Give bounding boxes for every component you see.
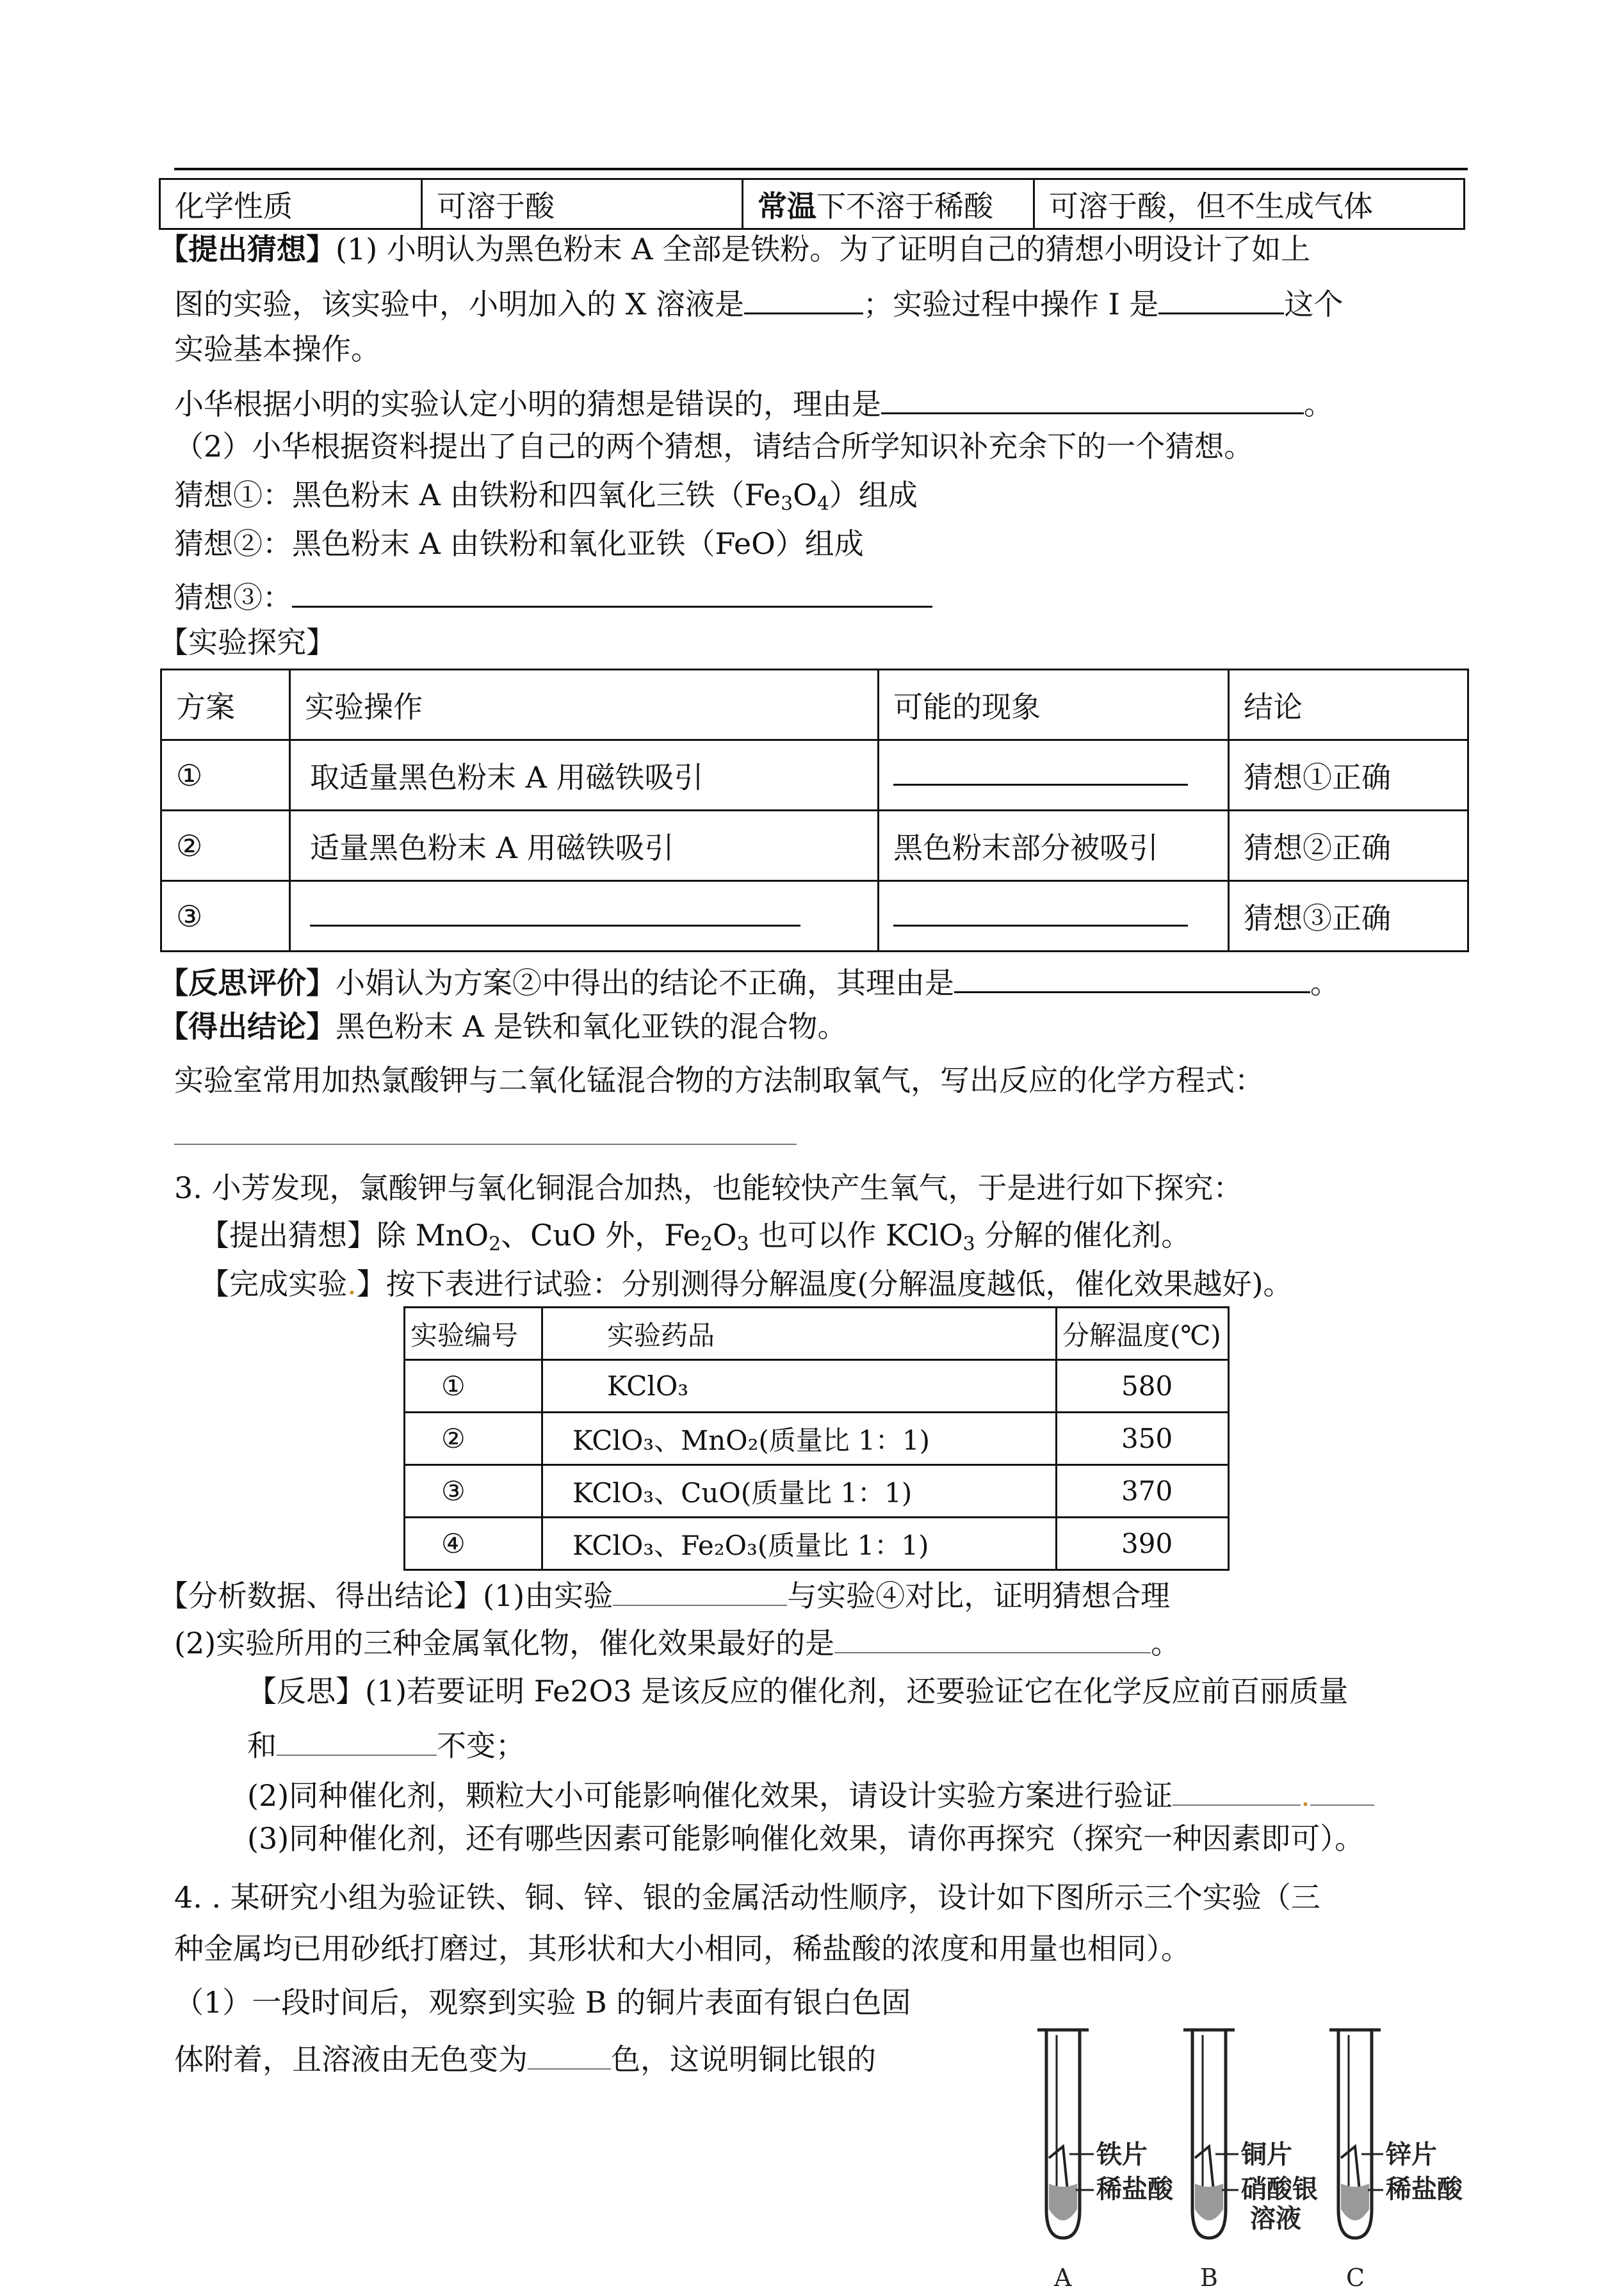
table-cell: 黑色粉末部分被吸引 [879,811,1229,881]
text: (1) 小明认为黑色粉末 A 全部是铁粉。为了证明自己的猜想小明设计了如上 [336,232,1311,266]
text: 【提出猜想】除 MnO [200,1218,489,1253]
answer-blank[interactable] [528,2039,611,2070]
tube-b-letter: B [1200,2264,1218,2292]
hypothesis-1 [174,479,918,515]
answer-blank[interactable] [954,962,1310,993]
decomposition-table [403,1306,1230,1571]
table-header: 实验药品 [542,1308,1057,1360]
table-header: 分解温度(℃) [1057,1308,1229,1360]
table-cell [879,740,1229,811]
reflection-1b [247,1725,525,1762]
table-header: 实验操作 [290,670,879,740]
reflection-1 [247,1675,1348,1708]
table-cell: KClO₃ [542,1360,1057,1413]
property-cell: 化学性质 [160,179,422,229]
text: 体附着，且溶液由无色变为 [174,2042,528,2077]
text: 猜想①：黑色粉末 A 由铁粉和四氧化三铁（Fe [174,478,781,512]
q2-p1b [174,283,1343,321]
table-cell: ④ [405,1518,542,1570]
table-row [405,1360,1229,1413]
table-cell: 猜想①正确 [1229,740,1468,811]
text: 。 [1310,966,1340,1000]
tube-c-letter: C [1346,2264,1365,2292]
experiment-table [160,669,1469,952]
subscript: 4 [816,492,829,515]
answer-blank[interactable] [881,383,1304,414]
table-cell: 取适量黑色粉末 A 用磁铁吸引 [290,740,879,811]
table-row [161,670,1468,740]
q3-intro: 3. 小芳发现，氯酸钾与氧化铜混合加热，也能较快产生氧气，于是进行如下探究： [174,1171,1243,1205]
text: 图的实验，该实验中，小明加入的 X 溶液是 [174,287,744,321]
tube-c-metal: 锌片 [1386,2140,1437,2169]
answer-blank[interactable] [174,1114,797,1145]
text: (1)由实验 [483,1578,613,1613]
text: 不变； [437,1728,525,1763]
text: 色，这说明铜比银的 [611,2042,876,2077]
text: 【完成实验 [200,1267,347,1301]
answer-blank[interactable] [277,1725,437,1756]
answer-blank[interactable] [893,901,1188,927]
q4-p1b [174,2039,876,2076]
text: 这个 [1284,287,1344,321]
answer-blank[interactable] [1173,1775,1301,1806]
property-cell: 可溶于酸 [422,179,743,229]
test-tubes-figure [1012,2017,1498,2292]
analysis-line [159,1575,1170,1612]
text: ）组成 [829,478,918,512]
tube-c-solution: 稀盐酸 [1386,2175,1463,2204]
table-row [405,1308,1229,1360]
subscript: 3 [781,492,793,515]
test-tube-b [1183,2030,1238,2238]
tube-a-letter: A [1054,2264,1072,2292]
tube-b-solution: 硝酸银 [1241,2175,1318,2204]
answer-blank[interactable] [613,1575,787,1606]
text: 也可以作 KClO [749,1218,963,1253]
table-cell: ② [405,1413,542,1465]
conclusion-line [159,1010,847,1043]
table-cell: 猜想③正确 [1229,881,1468,952]
q2-p1c: 实验基本操作。 [174,332,380,366]
section-label: 【得出结论】 [159,1009,336,1044]
section-label: 【分析数据、得出结论】 [159,1578,483,1613]
subscript: 2 [489,1233,501,1256]
explore-heading: 【实验探究】 [159,625,336,660]
bold-text: 常温 [758,188,816,223]
table-header: 方案 [161,670,290,740]
text: ；实验过程中操作 I 是 [863,287,1159,321]
table-cell: KClO₃、CuO(质量比 1：1) [542,1465,1057,1518]
text: 。 [1304,387,1333,421]
text: 分解的催化剂。 [975,1218,1191,1253]
text: 不正确，其理由是 [719,966,954,1000]
tube-b-solution-2: 溶液 [1250,2204,1301,2234]
table-header: 可能的现象 [879,670,1229,740]
answer-blank[interactable] [893,760,1188,786]
hypothesis-2: 猜想②：黑色粉末 A 由铁粉和氧化亚铁（FeO）组成 [174,526,864,561]
table-row [405,1465,1229,1518]
table-header: 结论 [1229,670,1468,740]
header-rule [174,168,1468,170]
table-row [405,1518,1229,1570]
table-cell [879,881,1229,952]
table-row [161,811,1468,881]
table-cell: 350 [1057,1413,1229,1465]
answer-blank[interactable] [744,283,863,314]
subscript: 3 [962,1233,975,1256]
table-cell: ② [161,811,290,881]
text: 】按下表进行试验：分别测得分解温度(分解温度越低，催化效果越好)。 [356,1267,1293,1301]
q4-intro-b: 种金属均已用砂纸打磨过，其形状和大小相同，稀盐酸的浓度和用量也相同）。 [174,1931,1190,1966]
subscript: 3 [736,1233,749,1256]
table-cell: 猜想②正确 [1229,811,1468,881]
text: 猜想③： [174,580,292,615]
test-tube-a [1037,2030,1094,2238]
text: (2)同种催化剂，颗粒大小可能影响催化效果，请设计实验方案进行 [247,1778,1114,1813]
lab-equation-prompt: 实验室常用加热氯酸钾与二氧化锰混合物的方法制取氧气，写出反应的化学方程式： [174,1063,1264,1098]
table-row [405,1413,1229,1465]
answer-blank[interactable] [310,901,800,927]
table-row [161,881,1468,952]
text: (2)实验所用的三种金属氧化物，催化效果最好的是 [174,1626,835,1660]
table-cell: ① [161,740,290,811]
text: 。 [1151,1626,1181,1660]
text: 小娟认为方案②中得出的结论 [336,966,719,1000]
table-cell: 390 [1057,1518,1229,1570]
table-cell: ③ [161,881,290,952]
answer-blank[interactable] [1158,283,1284,314]
table-row [161,740,1468,811]
text: 与实验④对比，证明猜想合理 [787,1578,1171,1613]
section-label: 【反思】 [247,1674,365,1708]
text: O [793,478,817,512]
subscript: 2 [700,1233,713,1256]
text: O [712,1218,737,1253]
table-cell: ① [405,1360,542,1413]
q2-p1a [159,233,1310,266]
tube-b-metal: 铜片 [1241,2140,1292,2169]
equation-blank[interactable] [174,1114,797,1151]
tube-a-solution: 稀盐酸 [1096,2175,1173,2204]
text: (1)若要证明 Fe2O3 是该反应的催化剂，还要验证它在化学反应前百丽质量 [365,1674,1349,1708]
q4-p1a: （1）一段时间后，观察到实验 B 的铜片表面有银白色固 [174,1985,911,2020]
table-header: 实验编号 [405,1308,542,1360]
property-cell: 可溶于酸，但不生成气体 [1034,179,1465,229]
q2-p2 [174,383,1333,421]
table-cell [290,881,879,952]
table-cell: ③ [405,1465,542,1518]
table-cell: 370 [1057,1465,1229,1518]
text: 下不溶于稀酸 [816,188,993,223]
text: 黑色粉末 A 是铁和氧化亚铁的混合物。 [336,1009,847,1044]
reflection-3: (3)同种催化剂，还有哪些因素可能影响催化效果，请你再探究（探究一种因素即可）。 [247,1821,1365,1856]
test-tube-c [1329,2030,1383,2238]
q3-experiment [200,1268,1293,1301]
hypothesis-3 [174,576,932,614]
text: 和 [247,1728,277,1763]
table-cell: KClO₃、MnO₂(质量比 1：1) [542,1413,1057,1465]
text: 、CuO 外，Fe [501,1218,701,1253]
q2-p3: （2）小华根据资料提出了自己的两个猜想，请结合所学知识补充余下的一个猜想。 [174,429,1254,464]
properties-table [159,178,1465,230]
table-cell: KClO₃、Fe₂O₃(质量比 1：1) [542,1518,1057,1570]
q4-intro-a: 4. . 某研究小组为验证铁、铜、锌、银的金属活动性顺序，设计如下图所示三个实验（三 [174,1880,1320,1915]
table-cell: 580 [1057,1360,1229,1413]
reflection-line [159,962,1340,1000]
reflection-2 [247,1775,1374,1812]
tube-a-metal: 铁片 [1096,2140,1148,2169]
answer-blank[interactable] [1310,1775,1374,1806]
analysis-line-2 [174,1623,1180,1660]
q3-hypothesis [200,1219,1190,1255]
section-label: 【提出猜想】 [159,232,336,266]
orange-dot: . [1301,1778,1310,1813]
answer-blank[interactable] [292,576,932,608]
section-label: 【反思评价】 [159,966,336,1000]
property-cell [743,179,1034,229]
text: 验证 [1114,1778,1173,1813]
answer-blank[interactable] [834,1623,1151,1653]
orange-dot: . [347,1267,357,1301]
text: 小华根据小明的实验认定小明的猜想是错误的，理由是 [174,387,881,421]
table-cell: 适量黑色粉末 A 用磁铁吸引 [290,811,879,881]
